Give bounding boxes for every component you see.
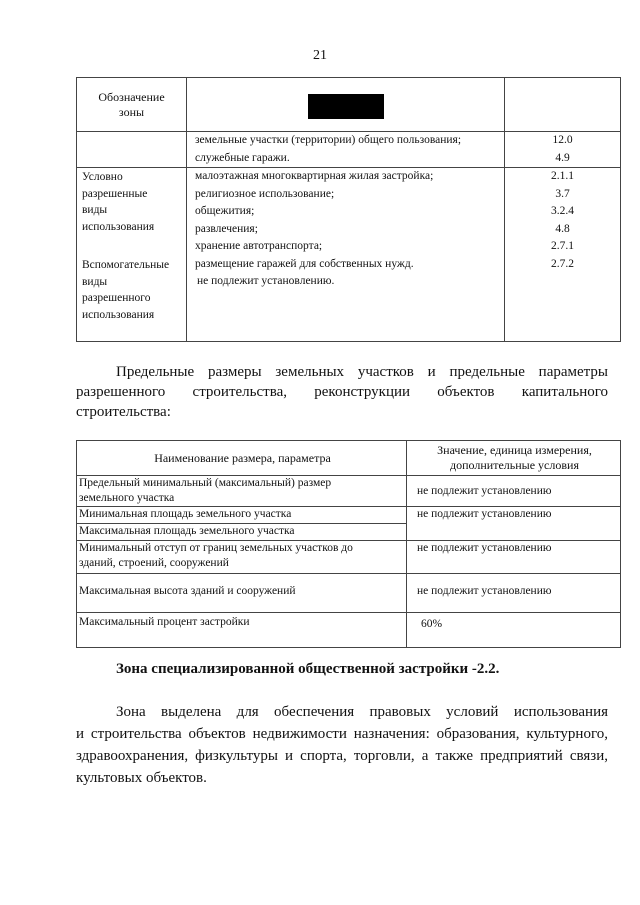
auxiliary-label-line: использования: [82, 308, 155, 321]
zone-label-line1: Обозначение: [98, 89, 165, 104]
paragraph-line: Зона выделена для обеспечения правовых условий использования: [116, 704, 608, 720]
parameter-name: [77, 476, 407, 507]
conditional-codes-cell: [505, 168, 621, 342]
use-code: 2.7.1: [551, 240, 574, 252]
auxiliary-uses-text: не подлежит установлению.: [197, 275, 335, 287]
use-code: 4.8: [555, 222, 570, 235]
zone-code-cell: [187, 78, 505, 132]
paragraph-line: культовых объектов.: [76, 770, 207, 786]
paragraph-line: здравоохранения, физкультуры и спорта, торговли, а также предприятий связи,: [76, 748, 608, 764]
parameter-name-header: Наименование размера, параметра: [77, 441, 407, 476]
conditional-label-cell: [77, 168, 187, 342]
paragraph-line: Предельные размеры земельных участков и предельные параметры: [116, 364, 608, 380]
parameter-value: не подлежит установлению: [407, 507, 621, 541]
auxiliary-label-line: Вспомогательные: [82, 259, 170, 271]
use-item: религиозное использование;: [195, 187, 335, 200]
zone-label-line2: зоны: [118, 104, 145, 119]
table1-header-row: [77, 78, 621, 132]
table2-header-row: [77, 441, 621, 476]
parameter-name: Максимальный процент застройки: [77, 613, 407, 648]
conditional-label-line: Условно: [82, 171, 123, 183]
value-header-line1: Значение, единица измерения,: [437, 443, 592, 457]
value-header-line2: дополнительные условия: [450, 458, 579, 472]
section-title: Зона специализированной общественной застройки -2.2.: [116, 661, 500, 677]
table-row: [77, 574, 621, 613]
auxiliary-label-line: разрешенного: [82, 292, 151, 304]
header-empty-cell: [505, 78, 621, 132]
permitted-uses-table: [76, 77, 621, 342]
parameter-name-line: зданий, строений, сооружений: [79, 557, 229, 569]
parameter-name: Минимальная площадь земельного участка: [77, 507, 407, 524]
parameter-value: не подлежит установлению: [407, 574, 621, 613]
general-label-cell: [77, 132, 187, 168]
table-row: [77, 507, 621, 524]
use-code: 3.2.4: [551, 205, 574, 217]
limits-paragraph: [76, 362, 608, 422]
table-row: [77, 541, 621, 574]
parameter-name: [77, 541, 407, 574]
parameter-name-line: Минимальный отступ от границ земельных участков до: [79, 542, 353, 554]
general-codes-cell: [505, 132, 621, 168]
conditional-label-line: виды: [82, 204, 108, 216]
table-row: [77, 613, 621, 648]
parameter-value-header: [407, 441, 621, 476]
parameter-value: не подлежит установлению: [407, 541, 621, 574]
auxiliary-label-line: виды: [82, 275, 108, 288]
parameter-name-line: земельного участка: [79, 492, 175, 504]
table-row: [77, 476, 621, 507]
paragraph-line: разрешенного строительства, реконструкции объектов капитального: [76, 384, 608, 400]
use-item: развлечения;: [195, 222, 258, 235]
zone-description-paragraph: [76, 701, 608, 789]
use-code: 4.9: [555, 151, 570, 164]
parameter-name-line: Предельный минимальный (максимальный) размер: [79, 477, 332, 489]
parameters-table: [76, 440, 621, 648]
paragraph-line: строительства:: [76, 404, 171, 420]
parameter-name: Максимальная высота зданий и сооружений: [77, 574, 407, 613]
use-item: размещение гаражей для собственных нужд.: [195, 257, 414, 270]
parameter-value: не подлежит установлению: [407, 476, 621, 507]
use-code: 12.0: [552, 134, 573, 146]
page-number: 21: [313, 48, 327, 63]
use-item: хранение автотранспорта;: [195, 240, 323, 252]
parameter-name: Максимальная площадь земельного участка: [77, 524, 407, 541]
general-uses-cell: [187, 132, 505, 168]
use-item: малоэтажная многоквартирная жилая застройка;: [195, 170, 434, 182]
conditional-label-line: использования: [82, 220, 155, 233]
use-item: земельные участки (территории) общего пользования;: [195, 134, 462, 146]
paragraph-line: и строительства объектов недвижимости назначения: образования, культурного,: [76, 726, 608, 742]
table1-conditional-row: [77, 168, 621, 342]
conditional-uses-cell: [187, 168, 505, 342]
table1-general-row: [77, 132, 621, 168]
conditional-label-line: разрешенные: [82, 187, 148, 200]
use-code: 2.1.1: [551, 170, 574, 182]
use-code: 2.7.2: [551, 257, 574, 270]
use-code: 3.7: [555, 187, 570, 200]
redacted-block: [308, 94, 384, 119]
zone-designation-header: [77, 78, 187, 132]
parameter-value: 60%: [407, 613, 621, 648]
use-item: общежития;: [195, 205, 255, 217]
use-item: служебные гаражи.: [195, 151, 290, 164]
